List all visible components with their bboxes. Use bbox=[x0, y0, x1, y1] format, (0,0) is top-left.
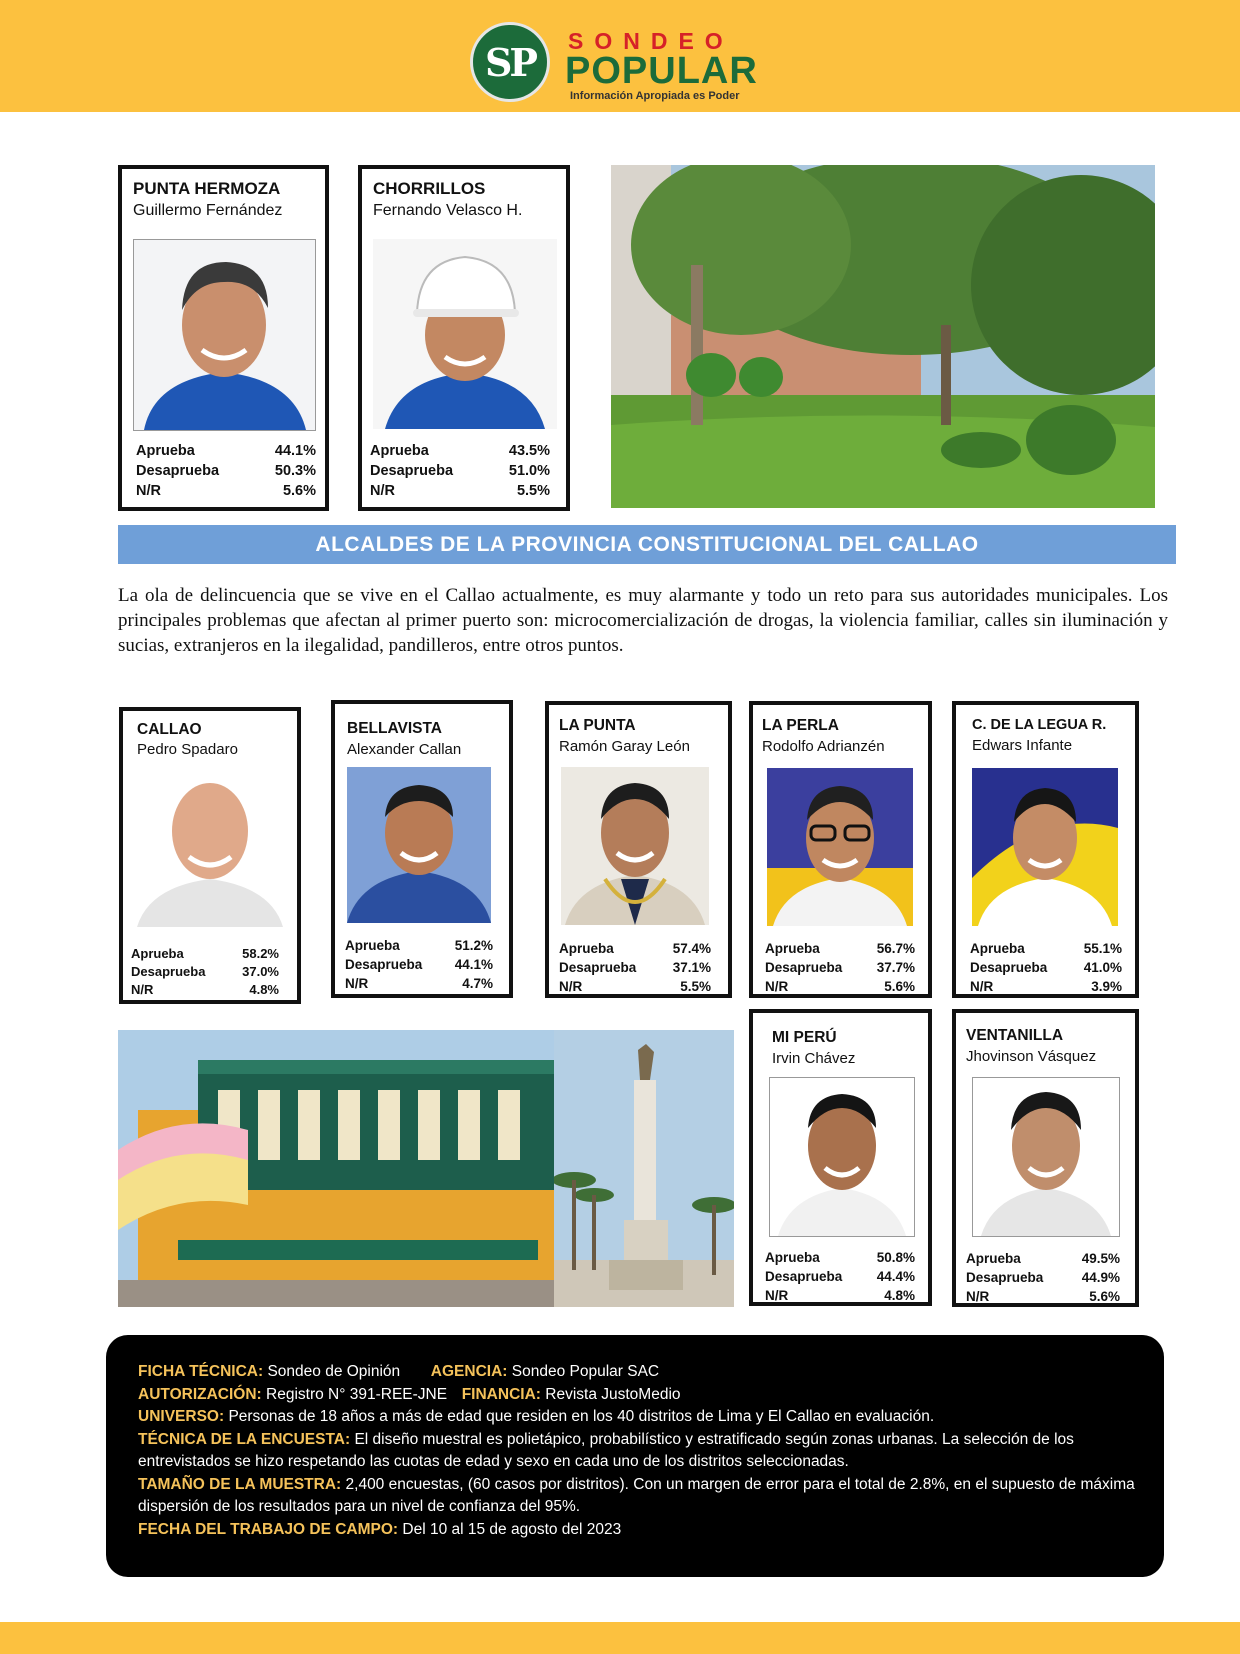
tamano-label: TAMAÑO DE LA MUESTRA: bbox=[138, 1475, 342, 1493]
approval-stats bbox=[970, 939, 1122, 996]
aprueba-value: 58.2% bbox=[242, 946, 279, 961]
mayor-name: Jhovinson Vásquez bbox=[966, 1048, 1097, 1065]
monument-column-photo bbox=[554, 1030, 734, 1307]
desaprueba-label: Desaprueba bbox=[765, 960, 843, 975]
logo-top-text: SONDEO bbox=[568, 28, 734, 54]
mayor-card-la-perla bbox=[749, 701, 932, 998]
desaprueba-value: 51.0% bbox=[508, 463, 550, 479]
desaprueba-value: 37.1% bbox=[672, 960, 711, 975]
aprueba-value: 49.5% bbox=[1081, 1251, 1120, 1266]
aprueba-label: Aprueba bbox=[765, 941, 820, 956]
approval-stats bbox=[370, 441, 550, 501]
portrait-placeholder-icon bbox=[373, 239, 557, 429]
mayor-card-ventanilla bbox=[952, 1009, 1139, 1307]
nr-value: 5.6% bbox=[884, 979, 915, 994]
approval-stats bbox=[345, 936, 493, 993]
district-name: PUNTA HERMOZA bbox=[133, 179, 281, 198]
sp-logo-mark: SP bbox=[470, 22, 550, 102]
district-name: BELLAVISTA bbox=[347, 720, 443, 737]
approval-stats bbox=[765, 939, 915, 996]
desaprueba-label: Desaprueba bbox=[370, 463, 454, 479]
aprueba-value: 55.1% bbox=[1083, 941, 1122, 956]
tecnica-value: El diseño muestral es polietápico, probabilístico y estratificado según zonas urbanas. La selección de los entrevistados se hizo respetando las cuotas de edad y sexo en cada uno de los distritos seleccionadas. bbox=[138, 1430, 1074, 1470]
nr-label: N/R bbox=[559, 979, 583, 994]
district-name: VENTANILLA bbox=[966, 1027, 1064, 1044]
ficha-tecnica-text bbox=[138, 1361, 1138, 1541]
aprueba-value: 56.7% bbox=[876, 941, 915, 956]
desaprueba-label: Desaprueba bbox=[559, 960, 637, 975]
nr-value: 3.9% bbox=[1091, 979, 1122, 994]
autorizacion-label: AUTORIZACIÓN: bbox=[138, 1385, 262, 1403]
agencia-value: Sondeo Popular SAC bbox=[511, 1363, 660, 1380]
approval-stats bbox=[559, 939, 711, 996]
tamano-value: 2,400 encuestas, (60 casos por distritos). Con un margen de error para el total de 2.8%, en el supuesto de máxima dispersión de los resultados para un nivel de confianza del 95%. bbox=[138, 1475, 1135, 1515]
district-name: CALLAO bbox=[137, 721, 202, 738]
universo-value: Personas de 18 años a más de edad que residen en los 40 distritos de Lima y El Callao en evaluación. bbox=[228, 1408, 935, 1425]
portrait-placeholder-icon bbox=[767, 768, 913, 926]
ficha-line-2 bbox=[138, 1384, 1138, 1407]
mayor-card-bellavista bbox=[331, 700, 513, 998]
district-name: MI PERÚ bbox=[772, 1029, 837, 1046]
desaprueba-label: Desaprueba bbox=[966, 1270, 1044, 1285]
desaprueba-label: Desaprueba bbox=[765, 1269, 843, 1284]
agencia-label: AGENCIA: bbox=[430, 1363, 508, 1380]
desaprueba-value: 37.0% bbox=[242, 964, 279, 979]
aprueba-value: 43.5% bbox=[508, 443, 550, 459]
mayor-photo bbox=[133, 239, 316, 431]
aprueba-label: Aprueba bbox=[136, 443, 195, 459]
logo-tagline: Información Apropiada es Poder bbox=[570, 90, 740, 102]
nr-label: N/R bbox=[970, 979, 994, 994]
district-name: CHORRILLOS bbox=[373, 179, 486, 198]
district-name: LA PUNTA bbox=[559, 717, 636, 734]
nr-label: N/R bbox=[765, 979, 789, 994]
nr-value: 4.8% bbox=[884, 1288, 915, 1303]
desaprueba-value: 44.1% bbox=[454, 957, 493, 972]
fecha-label: FECHA DEL TRABAJO DE CAMPO: bbox=[138, 1520, 399, 1538]
financia-label: FINANCIA: bbox=[461, 1385, 541, 1403]
mayor-photo bbox=[373, 239, 557, 429]
ficha-line-fecha bbox=[138, 1519, 1138, 1542]
page-footer-bar bbox=[0, 1622, 1240, 1654]
aprueba-label: Aprueba bbox=[370, 443, 429, 459]
mayor-name: Pedro Spadaro bbox=[137, 741, 238, 758]
ficha-tecnica-box bbox=[106, 1335, 1164, 1577]
mayor-photo bbox=[131, 769, 289, 927]
portrait-placeholder-icon bbox=[347, 767, 491, 923]
aprueba-value: 44.1% bbox=[274, 443, 316, 459]
mayor-name: Alexander Callan bbox=[347, 741, 462, 758]
portrait-placeholder-icon bbox=[972, 768, 1118, 926]
mayor-card-callao bbox=[119, 707, 301, 1004]
district-name: LA PERLA bbox=[762, 717, 839, 734]
aprueba-label: Aprueba bbox=[765, 1250, 820, 1265]
mayor-card-punta-hermoza bbox=[118, 165, 329, 511]
nr-label: N/R bbox=[370, 483, 395, 499]
section-banner: ALCALDES DE LA PROVINCIA CONSTITUCIONAL DEL CALLAO bbox=[118, 525, 1176, 564]
logo-main-text: POPULAR bbox=[565, 50, 758, 92]
sondeo-popular-logo bbox=[470, 22, 770, 104]
historic-balcony-building-photo bbox=[118, 1030, 554, 1307]
ficha-line-1 bbox=[138, 1361, 1138, 1384]
aprueba-label: Aprueba bbox=[131, 946, 184, 961]
mayor-photo bbox=[769, 1077, 915, 1237]
portrait-placeholder-icon bbox=[131, 769, 289, 927]
ficha-line-tamano bbox=[138, 1474, 1138, 1519]
desaprueba-value: 50.3% bbox=[274, 463, 316, 479]
ficha-line-universo bbox=[138, 1406, 1138, 1429]
portrait-placeholder-icon bbox=[561, 767, 709, 925]
approval-stats bbox=[136, 441, 316, 501]
desaprueba-value: 37.7% bbox=[876, 960, 915, 975]
universo-label: UNIVERSO: bbox=[138, 1408, 225, 1425]
mayor-photo bbox=[561, 767, 709, 925]
district-name: C. DE LA LEGUA R. bbox=[972, 717, 1107, 733]
mayor-name: Edwars Infante bbox=[972, 737, 1073, 754]
page-header bbox=[0, 0, 1240, 112]
nr-value: 5.5% bbox=[680, 979, 711, 994]
ficha-value: Sondeo de Opinión bbox=[267, 1363, 401, 1380]
mayor-card-chorrillos bbox=[358, 165, 570, 511]
tecnica-label: TÉCNICA DE LA ENCUESTA: bbox=[138, 1430, 351, 1448]
mayor-photo bbox=[972, 768, 1118, 926]
nr-label: N/R bbox=[345, 976, 369, 991]
mayor-card-carmen-de-la-legua bbox=[952, 701, 1139, 998]
aprueba-value: 50.8% bbox=[876, 1250, 915, 1265]
aprueba-label: Aprueba bbox=[966, 1251, 1021, 1266]
aprueba-label: Aprueba bbox=[559, 941, 614, 956]
nr-value: 5.6% bbox=[282, 483, 316, 499]
financia-value: Revista JustoMedio bbox=[545, 1385, 681, 1403]
mayor-name: Fernando Velasco H. bbox=[373, 202, 523, 219]
mayor-card-la-punta bbox=[545, 701, 732, 998]
desaprueba-label: Desaprueba bbox=[970, 960, 1048, 975]
nr-label: N/R bbox=[966, 1289, 990, 1304]
mayor-name: Guillermo Fernández bbox=[133, 202, 283, 219]
mayor-photo bbox=[767, 768, 913, 926]
desaprueba-value: 44.9% bbox=[1081, 1270, 1120, 1285]
ficha-label: FICHA TÉCNICA: bbox=[138, 1363, 264, 1380]
approval-stats bbox=[765, 1248, 915, 1305]
portrait-placeholder-icon bbox=[973, 1078, 1119, 1236]
aprueba-label: Aprueba bbox=[345, 938, 400, 953]
desaprueba-label: Desaprueba bbox=[131, 964, 206, 979]
desaprueba-value: 44.4% bbox=[876, 1269, 915, 1284]
desaprueba-label: Desaprueba bbox=[136, 463, 220, 479]
approval-stats bbox=[131, 945, 279, 999]
mayor-name: Irvin Chávez bbox=[772, 1050, 856, 1067]
aprueba-label: Aprueba bbox=[970, 941, 1025, 956]
intro-paragraph: La ola de delincuencia que se vive en el Callao actualmente, es muy alarmante y todo un reto para sus autoridades municipales. Los principales problemas que afectan al primer puerto son: microcomercialización de drogas, la violencia familiar, calles sin iluminación y sucias, extranjeros en la ilegalidad, pandilleros, entre otros puntos. bbox=[118, 585, 1168, 656]
mayor-photo bbox=[347, 767, 491, 923]
portrait-placeholder-icon bbox=[770, 1078, 914, 1236]
mayor-name: Ramón Garay León bbox=[559, 738, 690, 755]
nr-label: N/R bbox=[765, 1288, 789, 1303]
mayor-photo bbox=[972, 1077, 1120, 1237]
approval-stats bbox=[966, 1249, 1120, 1306]
aprueba-value: 57.4% bbox=[672, 941, 711, 956]
mayor-card-mi-peru bbox=[749, 1009, 932, 1306]
desaprueba-label: Desaprueba bbox=[345, 957, 423, 972]
fecha-value: Del 10 al 15 de agosto del 2023 bbox=[402, 1520, 622, 1538]
ficha-line-tecnica bbox=[138, 1429, 1138, 1474]
mayor-name: Rodolfo Adrianzén bbox=[762, 738, 885, 755]
aprueba-value: 51.2% bbox=[454, 938, 493, 953]
park-photo bbox=[611, 165, 1155, 508]
nr-value: 5.6% bbox=[1089, 1289, 1120, 1304]
desaprueba-value: 41.0% bbox=[1083, 960, 1122, 975]
nr-label: N/R bbox=[136, 483, 161, 499]
nr-value: 4.8% bbox=[249, 982, 279, 997]
autorizacion-value: Registro N° 391-REE-JNE bbox=[266, 1385, 448, 1403]
nr-value: 5.5% bbox=[516, 483, 550, 499]
nr-label: N/R bbox=[131, 982, 154, 997]
portrait-placeholder-icon bbox=[134, 240, 315, 430]
nr-value: 4.7% bbox=[462, 976, 493, 991]
